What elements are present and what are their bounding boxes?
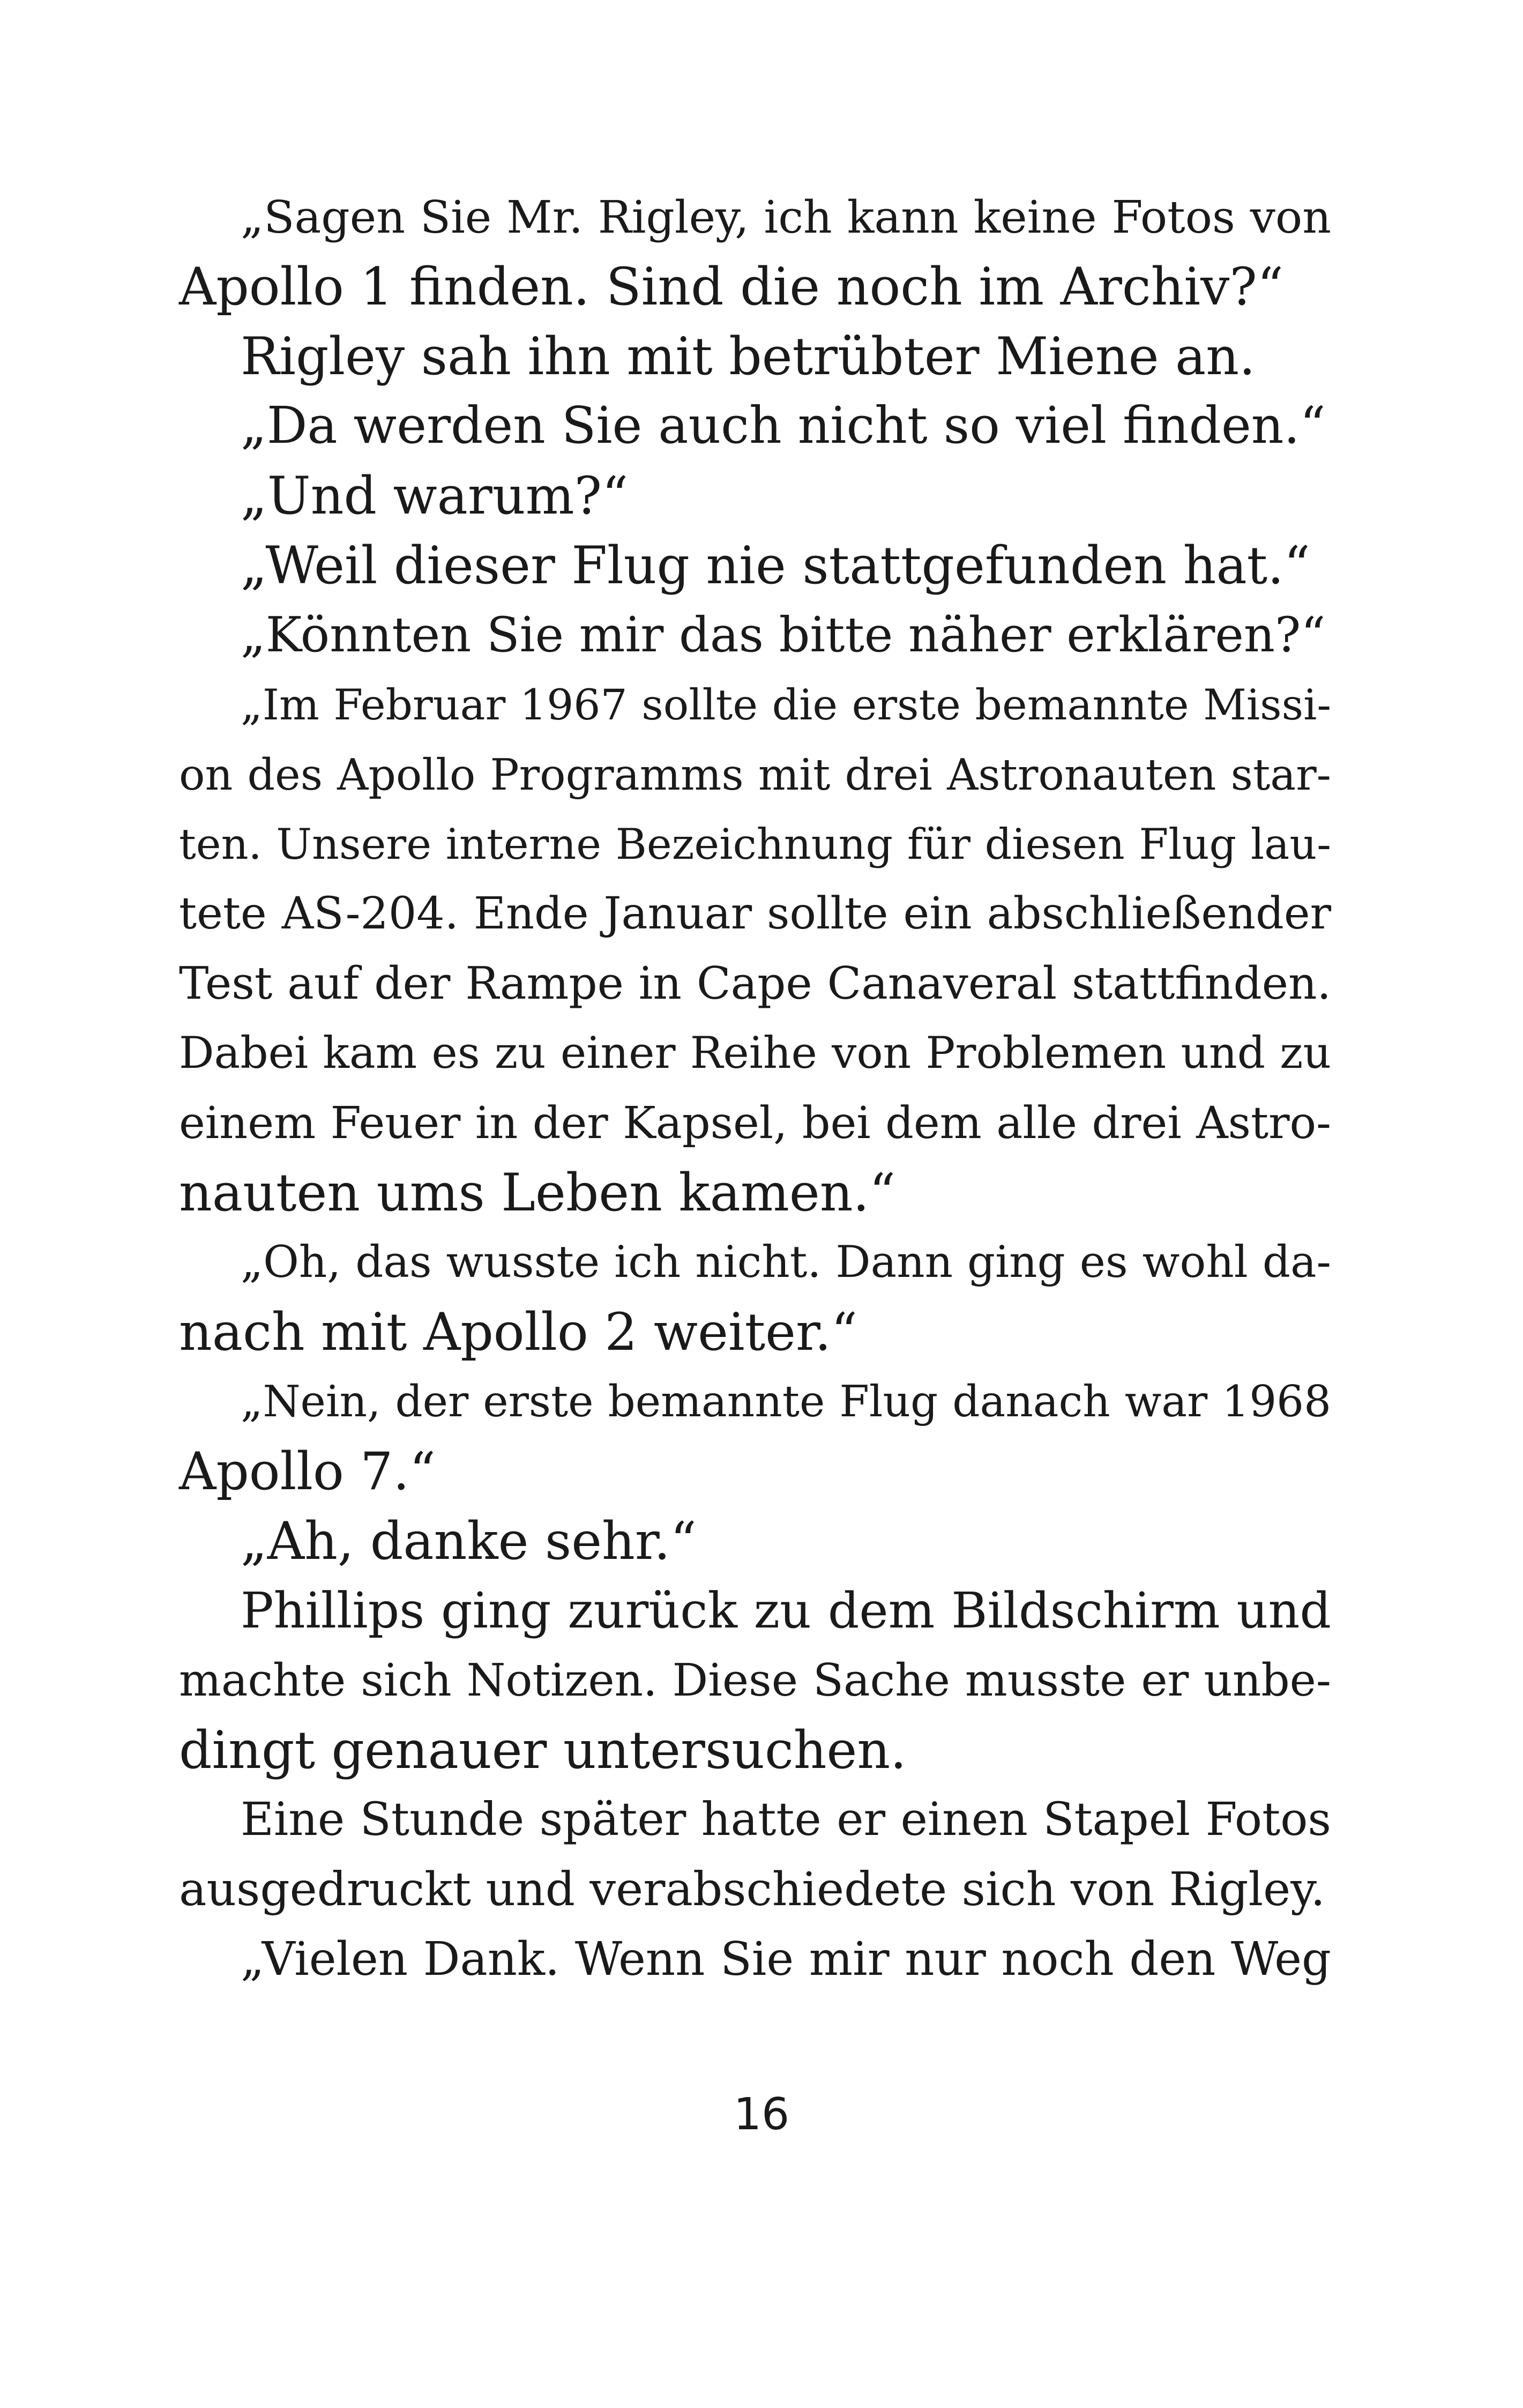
text-line: Apollo 7.“ bbox=[179, 1441, 436, 1502]
text-line: „Könnten Sie mir das bitte näher erklären?“ bbox=[241, 607, 1326, 663]
text-line: „Vielen Dank. Wenn Sie mir nur noch den Weg bbox=[241, 1933, 1331, 1986]
text-line: „Und warum?“ bbox=[241, 466, 629, 526]
text-line: „Nein, der erste bemannte Flug danach war 1968 bbox=[241, 1377, 1331, 1426]
text-line: Eine Stunde später hatte er einen Stapel Fotos bbox=[241, 1793, 1331, 1846]
text-line: dingt genauer untersuchen. bbox=[179, 1720, 907, 1780]
text-line: nauten ums Leben kamen.“ bbox=[179, 1163, 896, 1223]
text-line: nach mit Apollo 2 weiter.“ bbox=[179, 1302, 857, 1362]
text-line: „Da werden Sie auch nicht so viel finden.“ bbox=[241, 397, 1326, 455]
text-line: „Im Februar 1967 sollte die erste bemannte Missi- bbox=[241, 680, 1331, 730]
text-line: Rigley sah ihn mit betrübter Miene an. bbox=[241, 326, 1256, 387]
text-line: Test auf der Rampe in Cape Canaveral stattfinden. bbox=[179, 957, 1331, 1009]
page-number: 16 bbox=[733, 2089, 790, 2140]
text-line: tete AS-204. Ende Januar sollte ein abschließender bbox=[179, 888, 1331, 939]
text-line: „Sagen Sie Mr. Rigley, ich kann keine Fotos von bbox=[241, 191, 1331, 243]
text-line: on des Apollo Programms mit drei Astronauten star- bbox=[179, 749, 1331, 800]
text-line: machte sich Notizen. Diese Sache musste er unbe- bbox=[179, 1654, 1331, 1706]
text-line: ausgedruckt und verabschiedete sich von Rigley. bbox=[179, 1863, 1325, 1916]
text-line: „Weil dieser Flug nie stattgefunden hat.“ bbox=[241, 536, 1310, 596]
text-line: Phillips ging zurück zu dem Bildschirm und bbox=[241, 1582, 1331, 1639]
text-line: „Ah, danke sehr.“ bbox=[241, 1511, 697, 1571]
text-line: „Oh, das wusste ich nicht. Dann ging es wohl da- bbox=[241, 1237, 1331, 1288]
text-line: Dabei kam es zu einer Reihe von Problemen und zu bbox=[179, 1028, 1331, 1079]
text-line: Apollo 1 finden. Sind die noch im Archiv?“ bbox=[179, 257, 1283, 317]
text-line: ten. Unsere interne Bezeichnung für diesen Flug lau- bbox=[179, 820, 1331, 869]
text-line: einem Feuer in der Kapsel, bei dem alle drei Astro- bbox=[179, 1097, 1331, 1149]
body-text bbox=[179, 182, 1331, 1994]
